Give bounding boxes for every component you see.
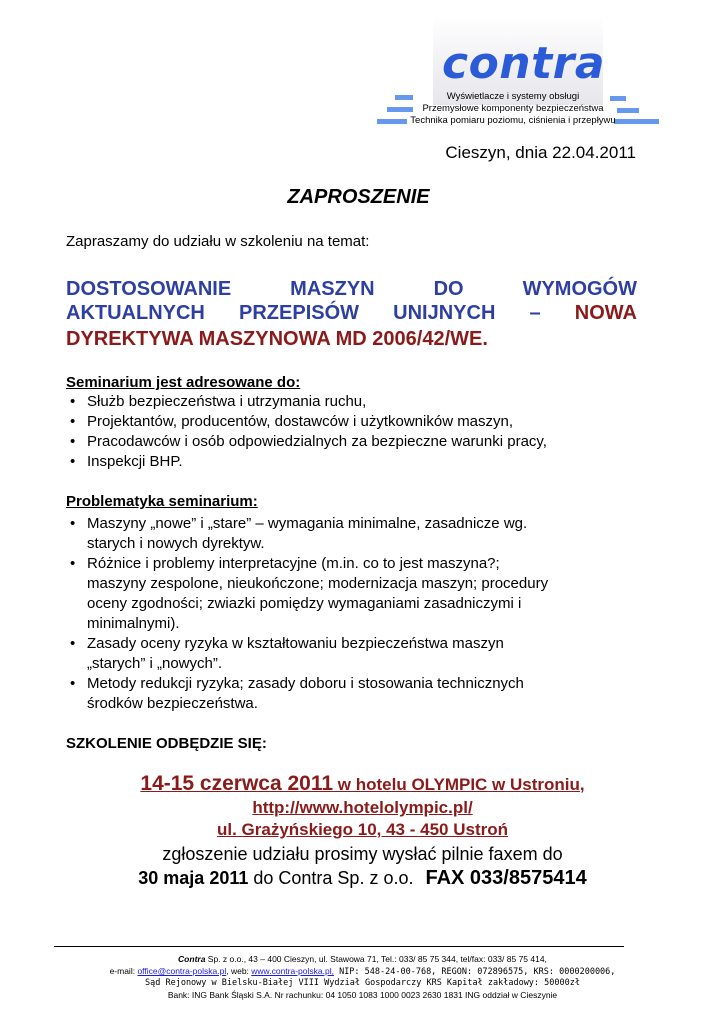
deadline-line xyxy=(0,866,725,890)
bullet-icon: • xyxy=(70,433,76,450)
hotel-address: ul. Grażyńskiego 10, 43 - 450 Ustroń xyxy=(216,820,508,839)
bullet-icon: • xyxy=(70,515,76,532)
document-title-text: ZAPROSZENIE xyxy=(287,186,430,208)
audience-heading: Seminarium jest adresowane do: xyxy=(66,374,301,391)
deadline-recipient: do Contra Sp. z o.o. xyxy=(248,868,414,888)
list-item: • Inspekcji BHP. xyxy=(70,453,183,470)
fax-request-text: zgłoszenie udziału prosimy wysłać pilnie faxem do xyxy=(162,844,563,864)
footer-registry: Sąd Rejonowy w Bielsku-Białej VIII Wydział Gospodarczy KRS Kapitał zakładowy: 50000zł xyxy=(145,978,580,988)
footer-bank: Bank: ING Bank Śląski S.A. Nr rachunku: 04 1050 1083 1000 0023 2630 1831 ING oddział w Cieszynie xyxy=(167,990,558,1000)
list-item: • Projektantów, producentów, dostawców i użytkowników maszyn, xyxy=(70,413,514,430)
topic-line-2 xyxy=(66,301,637,325)
tagline-displays: Wyświetlacze i systemy obsługi xyxy=(446,91,580,102)
footer-company: Contra xyxy=(178,954,206,964)
event-venue: w hotelu OLYMPIC w Ustroniu, xyxy=(333,775,585,794)
list-item: • Różnice i problemy interpretacyjne (m.in. co to jest maszyna?; maszyny zespolone, nieukończone; modernizacja maszyn; procedury oceny zgodności; zwiazki pomiędzy wymaganiami zasadniczymi i minimalnymi). xyxy=(70,555,549,632)
topic-line-1: DOSTOSOWANIE MASZYN DO WYMOGÓW xyxy=(66,278,637,300)
list-item: • Służb bezpieczeństwa i utrzymania ruchu, xyxy=(70,393,367,410)
fax-number: FAX 033/8575414 xyxy=(425,867,587,889)
topic-line-2-blue: AKTUALNYCH PRZEPISÓW UNIJNYCH – xyxy=(66,302,541,324)
bullet-icon: • xyxy=(70,393,76,410)
topics-list xyxy=(66,514,641,714)
hotel-link[interactable]: http://www.hotelolympic.pl/ xyxy=(252,798,473,817)
topics-heading: Problematyka seminarium: xyxy=(66,493,258,510)
date-line: Cieszyn, dnia 22.04.2011 xyxy=(445,143,636,162)
deadline-date: 30 maja 2011 xyxy=(138,868,249,888)
schedule-heading: SZKOLENIE ODBĘDZIE SIĘ: xyxy=(66,735,267,752)
event-dates-line xyxy=(0,771,725,799)
website-link[interactable]: www.contra-polska.pl, xyxy=(251,966,334,976)
bullet-icon: • xyxy=(70,635,76,652)
intro-text: Zapraszamy do udziału w szkoleniu na temat: xyxy=(66,233,370,250)
footer-contact: e-mail: office@contra-polska.pl, web: www.contra-polska.pl, NIP: 548-24-00-768, REGON: 072896575, KRS: 0000200006, xyxy=(109,966,616,977)
bullet-icon: • xyxy=(70,555,76,572)
tagline-safety: Przemysłowe komponenty bezpieczeństwa xyxy=(422,103,604,114)
audience-list xyxy=(66,392,641,472)
email-link[interactable]: office@contra-polska.pl xyxy=(137,966,227,976)
list-item: • Metody redukcji ryzyka; zasady doboru i stosowania technicznych środków bezpieczeństwa. xyxy=(70,675,524,712)
event-dates: 14-15 czerwca 2011 xyxy=(140,772,334,795)
bullet-icon: • xyxy=(70,675,76,692)
footer-divider xyxy=(54,946,624,947)
list-item: • Pracodawców i osób odpowiedzialnych za bezpieczne warunki pracy, xyxy=(70,433,547,450)
contra-logo: contra xyxy=(442,38,606,89)
bullet-icon: • xyxy=(70,453,76,470)
topic-line-2-red: NOWA xyxy=(574,302,637,324)
tagline-measurement: Technika pomiaru poziomu, ciśnienia i przepływu xyxy=(410,115,616,126)
document-title xyxy=(0,184,725,210)
bullet-icon: • xyxy=(70,413,76,430)
list-item: • Zasady oceny ryzyka w kształtowaniu bezpieczeństwa maszyn „starych” i „nowych”. xyxy=(70,635,504,672)
footer-address: Contra Sp. z o.o., 43 – 400 Cieszyn, ul. Stawowa 71, Tel.: 033/ 85 75 344, tel/fax: 033/ 85 75 414, xyxy=(178,954,547,964)
topic-line-3: DYREKTYWA MASZYNOWA MD 2006/42/WE. xyxy=(66,328,488,350)
list-item: • Maszyny „nowe” i „stare” – wymagania minimalne, zasadnicze wg. starych i nowych dyrektyw. xyxy=(70,515,528,552)
